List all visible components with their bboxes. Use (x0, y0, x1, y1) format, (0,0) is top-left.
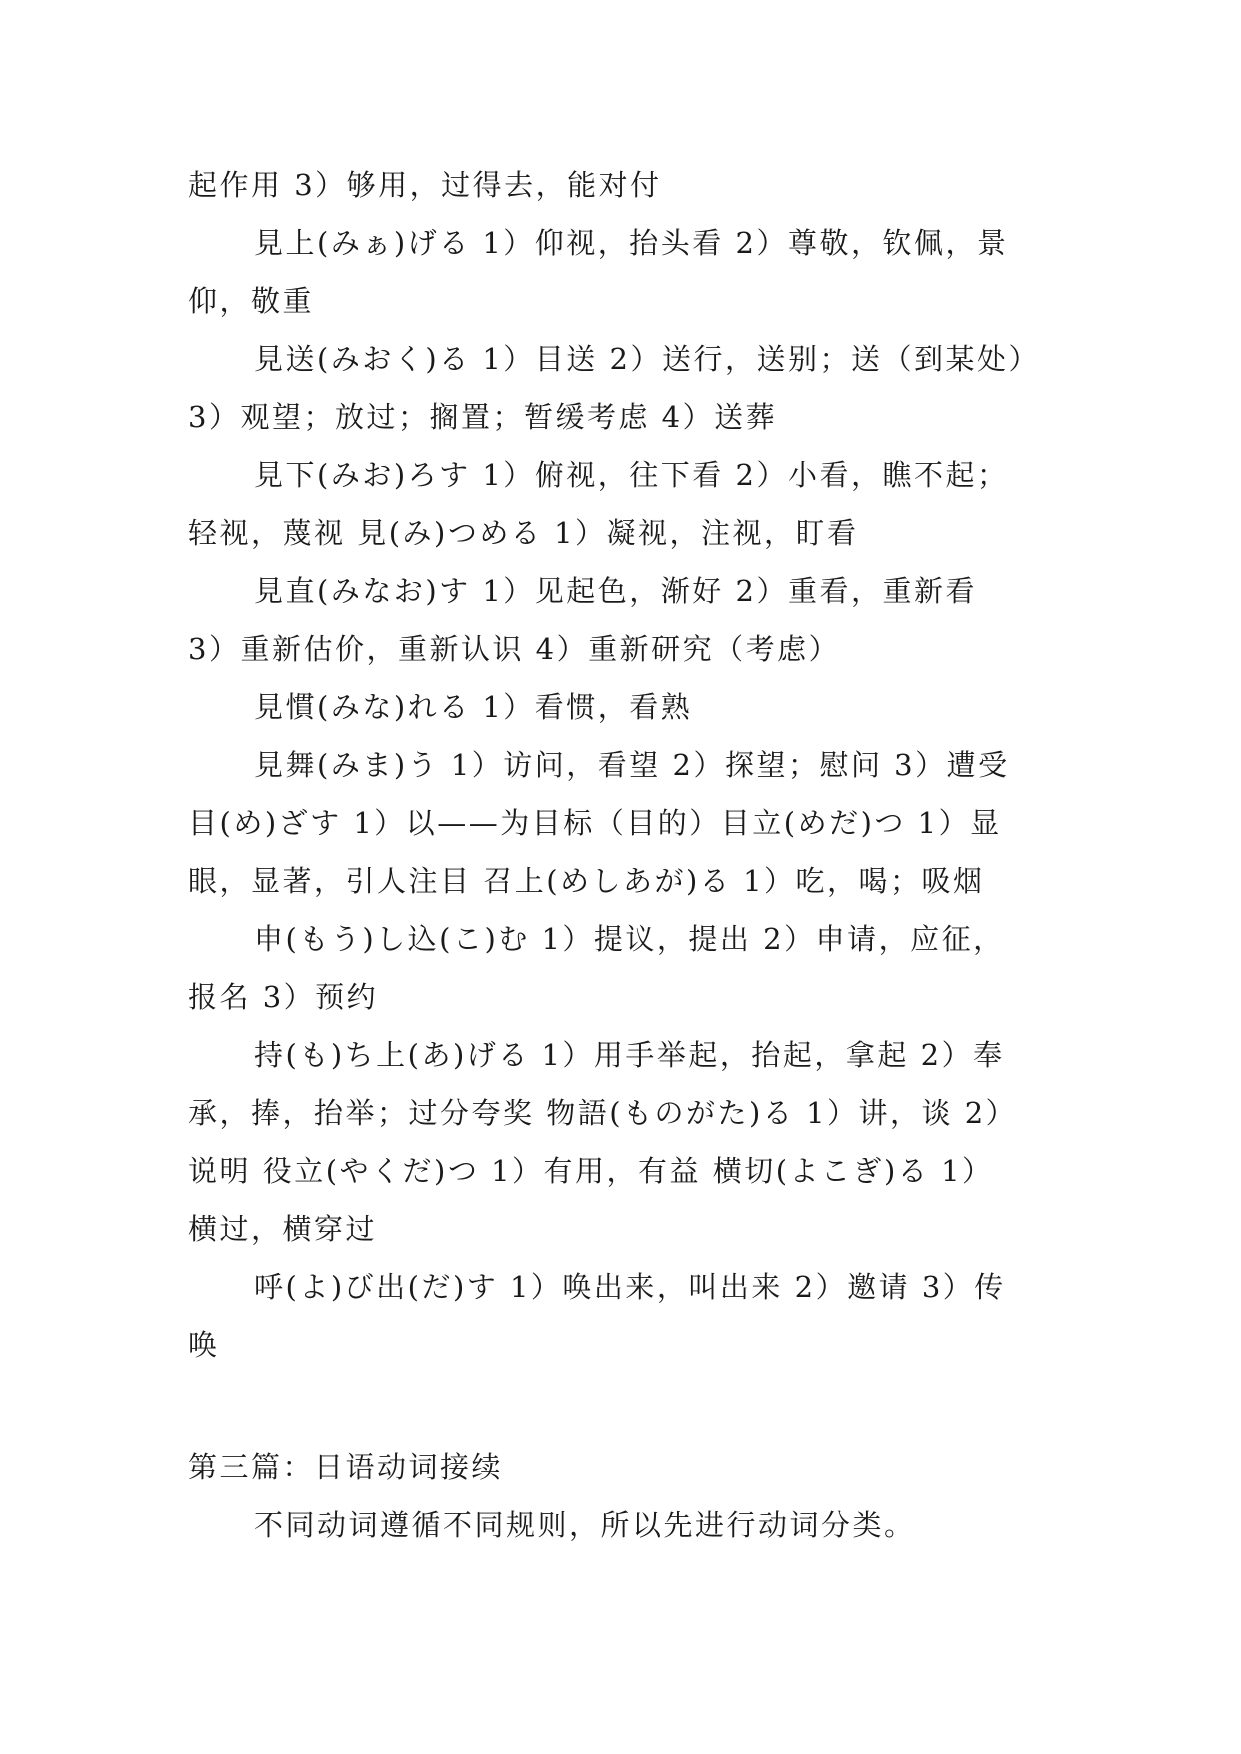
section-heading: 第三篇：日语动词接续 (188, 1450, 504, 1484)
text-line: 起作用 3）够用，过得去，能对付 (188, 168, 662, 202)
text-line: 見慣(みな)れる 1）看惯，看熟 (254, 690, 693, 724)
text-line: 見舞(みま)う 1）访问，看望 2）探望；慰问 3）遭受 (254, 748, 1010, 782)
text-line: 見直(みなお)す 1）见起色，渐好 2）重看，重新看 (254, 574, 977, 608)
text-line: 目(め)ざす 1）以——为目标（目的）目立(めだ)つ 1）显 (188, 806, 1002, 840)
text-line: 3）观望；放过；搁置；暂缓考虑 4）送葬 (188, 400, 778, 434)
vocabulary-list (188, 156, 1068, 1374)
section-intro: 不同动词遵循不同规则，所以先进行动词分类。 (254, 1508, 916, 1542)
text-line: 仰，敬重 (188, 284, 315, 318)
text-line: 見下(みお)ろす 1）俯视，往下看 2）小看，瞧不起； (254, 458, 1009, 492)
text-line: 横过，横穿过 (188, 1212, 378, 1246)
text-line: 唤 (188, 1328, 220, 1362)
text-line: 3）重新估价，重新认识 4）重新研究（考虑） (188, 632, 841, 666)
text-line: 見上(みぁ)げる 1）仰视，抬头看 2）尊敬，钦佩，景 (254, 226, 1009, 260)
text-line: 持(も)ち上(あ)げる 1）用手举起，抬起，拿起 2）奉 (254, 1038, 1005, 1072)
text-line: 呼(よ)び出(だ)す 1）唤出来，叫出来 2）邀请 3）传 (254, 1270, 1006, 1304)
text-line: 眼，显著，引人注目 召上(めしあが)る 1）吃，喝；吸烟 (188, 864, 985, 898)
text-line: 轻视，蔑视 見(み)つめる 1）凝视，注视，盯看 (188, 516, 859, 550)
text-line: 报名 3）预约 (188, 980, 379, 1014)
text-line: 申(もう)し込(こ)む 1）提议，提出 2）申请，应征， (254, 922, 1005, 956)
text-line: 说明 役立(やくだ)つ 1）有用，有益 横切(よこぎ)る 1） (188, 1154, 994, 1188)
section-three (188, 1438, 1068, 1554)
text-line: 見送(みおく)る 1）目送 2）送行，送别；送（到某处） (254, 342, 1040, 376)
text-line: 承，捧，抬举；过分夸奖 物語(ものがた)る 1）讲，谈 2） (188, 1096, 1018, 1130)
